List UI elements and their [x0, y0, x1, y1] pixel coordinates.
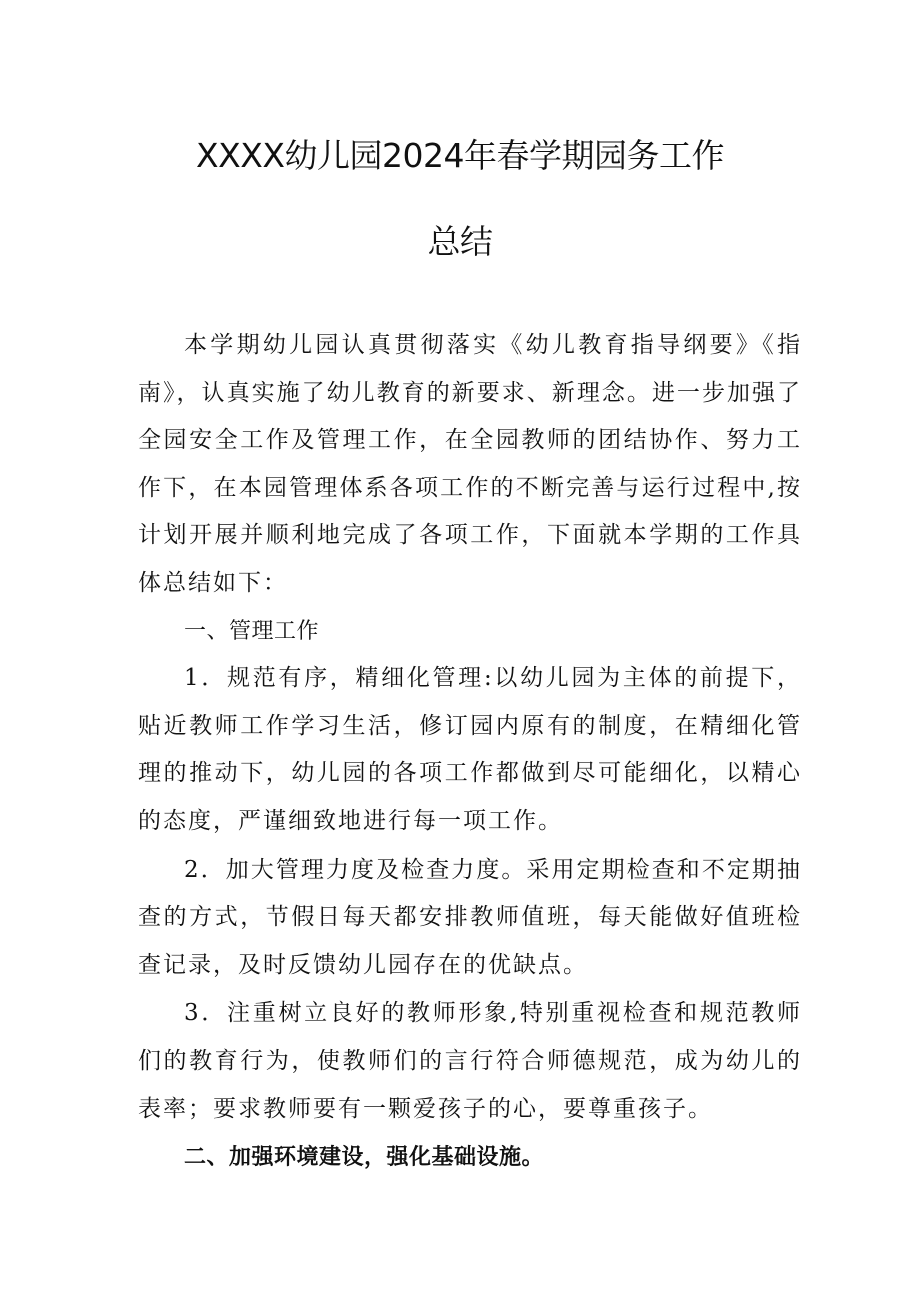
document-title-line1: XXXX幼儿园2024年春学期园务工作 [196, 136, 724, 175]
document-body [138, 322, 802, 1182]
item-paragraph-3: 3．注重树立良好的教师形象,特别重视检查和规范教师们的教育行为，使教师们的言行符合师德规范，成为幼儿的表率；要求教师要有一颗爱孩子的心，要尊重孩子。 [138, 1000, 802, 1122]
section-heading-environment: 二、加强环境建设，强化基础设施。 [184, 1145, 545, 1171]
item-paragraph-1: 1．规范有序，精细化管理:以幼儿园为主体的前提下，贴近教师工作学习生活，修订园内原有的制度，在精细化管理的推动下，幼儿园的各项工作都做到尽可能细化，以精心的态度，严谨细致地进行每一项工作。 [138, 665, 802, 834]
item-paragraph-2: 2．加大管理力度及检查力度。采用定期检查和不定期抽查的方式，节假日每天都安排教师值班，每天能做好值班检查记录，及时反馈幼儿园存在的优缺点。 [138, 856, 802, 978]
section-heading-management: 一、管理工作 [184, 618, 320, 644]
intro-paragraph: 本学期幼儿园认真贯彻落实《幼儿教育指导纲要》《指南》，认真实施了幼儿教育的新要求、新理念。进一步加强了全园安全工作及管理工作，在全园教师的团结协作、努力工作下，在本园管理体系各项工作的不断完善与运行过程中,按计划开展并顺利地完成了各项工作，下面就本学期的工作具体总结如下： [138, 332, 802, 596]
document-title-line2: 总结 [427, 222, 493, 261]
